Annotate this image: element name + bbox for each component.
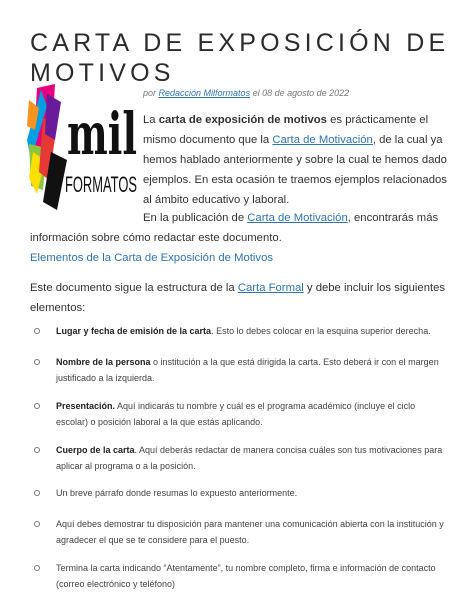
carta-formal-link[interactable]: Carta Formal xyxy=(237,282,304,294)
logo-word-mil: mil xyxy=(67,100,137,168)
item-bold: Presentación. xyxy=(56,401,116,411)
milformatos-logo xyxy=(27,82,139,212)
item-text: Termina la carta indicando “Atentamente”, tu nombre completo, firma e información de contacto (correo electrónico y teléfono) xyxy=(56,563,436,589)
byline-prefix: por xyxy=(143,88,157,98)
item-bold: Cuerpo de la carta xyxy=(56,445,135,455)
item-text: . Esto lo debes colocar en la esquina superior derecha. xyxy=(211,326,431,336)
author-link[interactable]: Redacción Milformatos xyxy=(158,88,251,98)
bullet-icon xyxy=(34,565,40,571)
bullet-icon xyxy=(34,447,40,453)
item-text: Aquí indicarás tu nombre y cuál es el programa académico (incluye el ciclo escolar) o posición laboral a la que estás aplicando. xyxy=(56,401,416,427)
bullet-icon xyxy=(34,490,40,496)
page-title: CARTA DE EXPOSICIÓN DE MOTIVOS xyxy=(30,29,450,87)
lead-text-a: Este documento sigue la estructura de la xyxy=(30,282,238,294)
bullet-icon xyxy=(34,521,40,527)
item-text: o institución a la que está dirigida la carta. Esto deberá ir con el margen justificado a la izquierda. xyxy=(56,357,439,383)
carta-motivacion-link-2[interactable]: Carta de Motivación xyxy=(247,212,348,224)
intro2-text-a: En la publicación de xyxy=(143,212,248,224)
bullet-icon xyxy=(34,328,40,334)
intro2-text-b: , encontrarás más información sobre cómo redactar este documento. xyxy=(30,212,439,244)
item-text: . Aquí deberás redactar de manera concisa cuáles son tus motivaciones para aplicar al programa o a la posición. xyxy=(56,445,443,471)
logo-word-formatos: FORMATOS xyxy=(65,172,137,197)
carta-motivacion-link[interactable]: Carta de Motivación xyxy=(272,134,373,146)
logo-shape-purple xyxy=(45,94,61,140)
item-bold: Nombre de la persona xyxy=(56,357,151,367)
intro-paragraph-2 xyxy=(30,208,450,248)
intro-text-b: es prácticamente el mismo documento que la xyxy=(143,114,429,146)
publish-date: el 08 de agosto de 2022 xyxy=(252,88,350,98)
item-text: Aquí debes demostrar tu disposición para mantener una comunicación abierta con la institución y agradecer el que se te considere para el puesto. xyxy=(56,519,444,545)
intro-bold: carta de exposición de motivos xyxy=(158,114,327,126)
lead-paragraph xyxy=(30,278,450,318)
item-text: Un breve párrafo donde resumas lo expuesto anteriormente. xyxy=(56,488,298,498)
lead-text-b: y debe incluir los siguientes elementos: xyxy=(30,282,446,314)
intro-text-a: La xyxy=(143,114,159,126)
intro-paragraph xyxy=(143,110,448,210)
intro-text-c: , de la cual ya hemos hablado anteriormente y sobre la cual te hemos dado ejemplos. En esta ocasión te traemos ejemplos relacionados al ámbito educativo y laboral. xyxy=(143,134,447,206)
bullet-icon xyxy=(34,359,40,365)
item-bold: Lugar y fecha de emisión de la carta xyxy=(56,326,212,336)
byline xyxy=(143,88,463,98)
section-heading: Elementos de la Carta de Exposición de Motivos xyxy=(30,252,274,264)
bullet-icon xyxy=(34,403,40,409)
